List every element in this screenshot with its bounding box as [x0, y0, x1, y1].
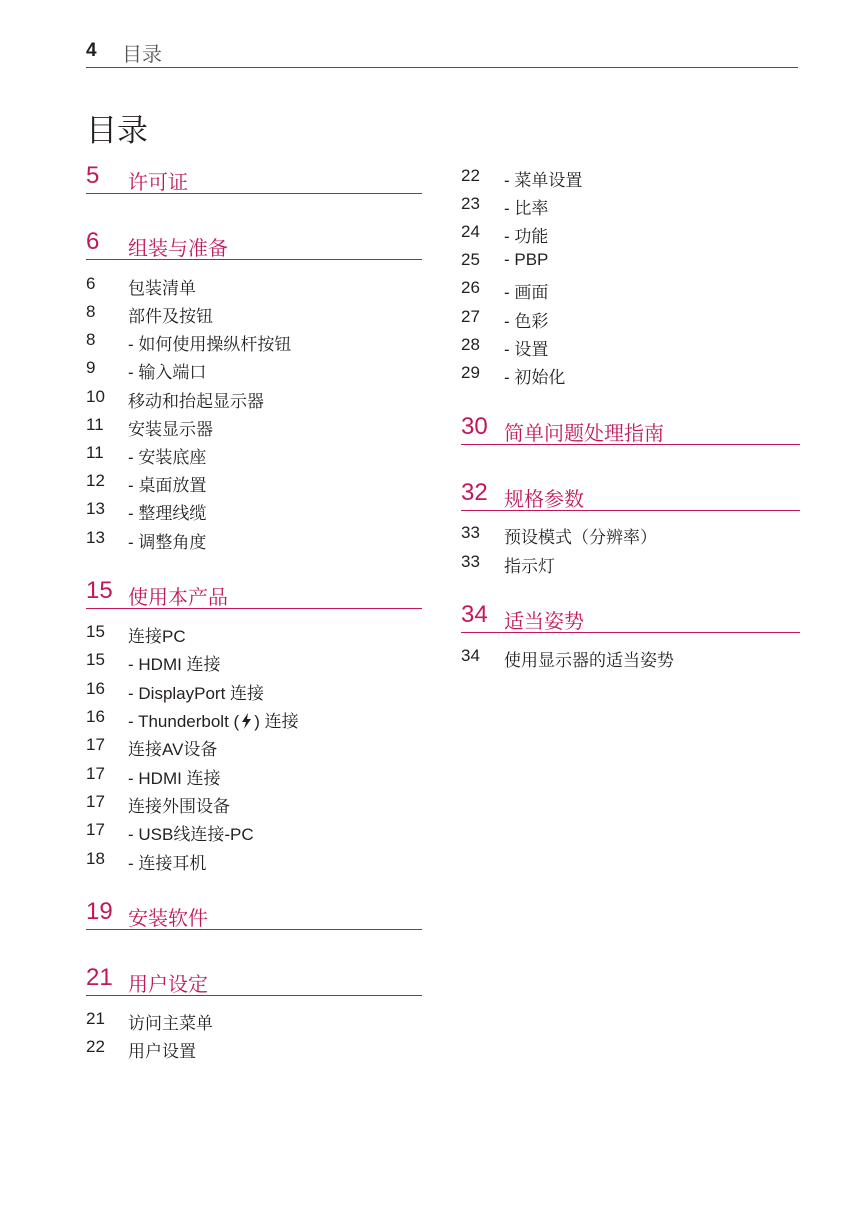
entry-text-before: - Thunderbolt ( [128, 712, 240, 731]
entry-page: 25 [461, 250, 480, 269]
entry-page: 28 [461, 335, 480, 354]
entry-text: - DisplayPort 连接 [128, 684, 265, 703]
header-title: 目录 [122, 44, 162, 66]
toc-section-21[interactable] [86, 964, 422, 996]
toc-entry[interactable] [461, 250, 800, 278]
section-title: 许可证 [128, 172, 188, 194]
entry-text: - 初始化 [504, 368, 566, 387]
entry-text: - 如何使用操纵杆按钮 [128, 335, 292, 354]
toc-entry[interactable] [86, 358, 422, 386]
entry-text: 用户设置 [128, 1042, 196, 1061]
entry-page: 15 [86, 650, 105, 669]
toc-entry[interactable] [461, 307, 800, 335]
entry-text: 移动和抬起显示器 [128, 392, 264, 411]
entry-text: 连接PC [128, 627, 186, 646]
entry-page: 23 [461, 194, 480, 213]
entry-page: 29 [461, 363, 480, 382]
entry-text: - 整理线缆 [128, 504, 207, 523]
toc-entry[interactable] [86, 792, 422, 820]
section-number: 19 [86, 898, 113, 925]
toc-entry[interactable] [461, 194, 800, 222]
entry-text: - HDMI 连接 [128, 655, 221, 674]
toc-entry[interactable] [461, 523, 800, 551]
toc-section-34[interactable] [461, 601, 800, 633]
toc-entry[interactable] [461, 552, 800, 580]
entry-text: 部件及按钮 [128, 307, 213, 326]
entry-page: 18 [86, 849, 105, 868]
entry-text: 访问主菜单 [128, 1014, 213, 1033]
entry-page: 22 [461, 166, 480, 185]
toc-entry[interactable] [86, 735, 422, 763]
entry-page: 10 [86, 387, 105, 406]
entry-page: 13 [86, 499, 105, 518]
entry-page: 17 [86, 764, 105, 783]
entry-page: 17 [86, 792, 105, 811]
entry-page: 6 [86, 274, 96, 293]
entry-text: - 功能 [504, 227, 549, 246]
entry-text: - HDMI 连接 [128, 769, 221, 788]
toc-entry[interactable] [461, 222, 800, 250]
toc-entry[interactable] [86, 274, 422, 302]
entry-page: 16 [86, 707, 105, 726]
toc-entry[interactable] [86, 1037, 422, 1065]
toc-section-32[interactable] [461, 479, 800, 511]
entry-text: - 设置 [504, 340, 549, 359]
entry-text: - 调整角度 [128, 533, 207, 552]
section-number: 32 [461, 479, 488, 506]
entry-page: 26 [461, 278, 480, 297]
toc-entry[interactable] [86, 1009, 422, 1037]
toc-entry[interactable] [86, 443, 422, 471]
entry-text: - 色彩 [504, 312, 549, 331]
toc-entry[interactable] [86, 528, 422, 556]
entry-text [128, 707, 299, 732]
entry-page: 13 [86, 528, 105, 547]
entry-page: 8 [86, 330, 96, 349]
entry-text-after: ) 连接 [254, 712, 299, 731]
toc-entry[interactable] [86, 820, 422, 848]
toc-entry[interactable] [86, 622, 422, 650]
entry-text: 连接AV设备 [128, 740, 218, 759]
entry-page: 34 [461, 646, 480, 665]
entry-page: 9 [86, 358, 96, 377]
entry-page: 12 [86, 471, 105, 490]
entry-page: 33 [461, 523, 480, 542]
toc-entry[interactable] [86, 764, 422, 792]
section-number: 15 [86, 577, 113, 604]
section-number: 34 [461, 601, 488, 628]
toc-section-6[interactable] [86, 228, 422, 260]
entry-page: 22 [86, 1037, 105, 1056]
entry-text: 指示灯 [504, 557, 555, 576]
entry-text: - 输入端口 [128, 363, 207, 382]
section-title: 安装软件 [128, 908, 208, 930]
section-title: 适当姿势 [504, 611, 584, 633]
toc-entry[interactable] [461, 646, 800, 674]
section-number: 30 [461, 413, 488, 440]
entry-text: - PBP [504, 250, 549, 269]
toc-entry[interactable] [461, 335, 800, 363]
toc-section-30[interactable] [461, 413, 800, 445]
page-header [86, 37, 798, 68]
entry-page: 16 [86, 679, 105, 698]
section-title: 使用本产品 [128, 587, 228, 609]
entry-text: - 连接耳机 [128, 854, 207, 873]
toc-entry[interactable] [86, 302, 422, 330]
entry-text: - 安装底座 [128, 448, 207, 467]
entry-page: 33 [461, 552, 480, 571]
entry-text: 连接外围设备 [128, 797, 230, 816]
toc-entry[interactable] [461, 363, 800, 391]
toc-entry[interactable] [86, 679, 422, 707]
entry-page: 27 [461, 307, 480, 326]
toc-entry[interactable] [86, 415, 422, 443]
toc-section-5[interactable] [86, 162, 422, 194]
toc-entry[interactable] [86, 330, 422, 358]
entry-text: 安装显示器 [128, 420, 213, 439]
thunderbolt-icon [240, 712, 253, 730]
toc-entry[interactable] [86, 387, 422, 415]
toc-section-15[interactable] [86, 577, 422, 609]
toc-section-19[interactable] [86, 898, 422, 930]
section-title: 组装与准备 [128, 238, 228, 260]
entry-page: 24 [461, 222, 480, 241]
entry-page: 8 [86, 302, 96, 321]
entry-text: - 菜单设置 [504, 171, 583, 190]
entry-text: - 画面 [504, 283, 549, 302]
section-title: 规格参数 [504, 489, 584, 511]
entry-page: 17 [86, 735, 105, 754]
toc-entry[interactable] [86, 499, 422, 527]
toc-entry[interactable] [461, 278, 800, 306]
section-number: 21 [86, 964, 113, 991]
entry-page: 21 [86, 1009, 105, 1028]
entry-text: - 桌面放置 [128, 476, 207, 495]
toc-entry[interactable] [86, 849, 422, 877]
toc-entry[interactable] [461, 166, 800, 194]
toc-entry[interactable] [86, 650, 422, 678]
section-number: 5 [86, 162, 100, 189]
entry-text: 预设模式（分辨率） [504, 528, 657, 547]
entry-page: 11 [86, 443, 104, 462]
doc-title: 目录 [86, 113, 148, 148]
toc-entry[interactable] [86, 707, 422, 735]
section-number: 6 [86, 228, 100, 255]
section-title: 简单问题处理指南 [504, 423, 664, 445]
entry-text: 使用显示器的适当姿势 [504, 651, 674, 670]
entry-page: 17 [86, 820, 105, 839]
page-number: 4 [86, 40, 97, 61]
entry-text: - 比率 [504, 199, 549, 218]
entry-page: 15 [86, 622, 105, 641]
toc-entry[interactable] [86, 471, 422, 499]
entry-text: - USB线连接-PC [128, 825, 254, 844]
entry-text: 包装清单 [128, 279, 196, 298]
entry-page: 11 [86, 415, 104, 434]
section-title: 用户设定 [128, 974, 208, 996]
